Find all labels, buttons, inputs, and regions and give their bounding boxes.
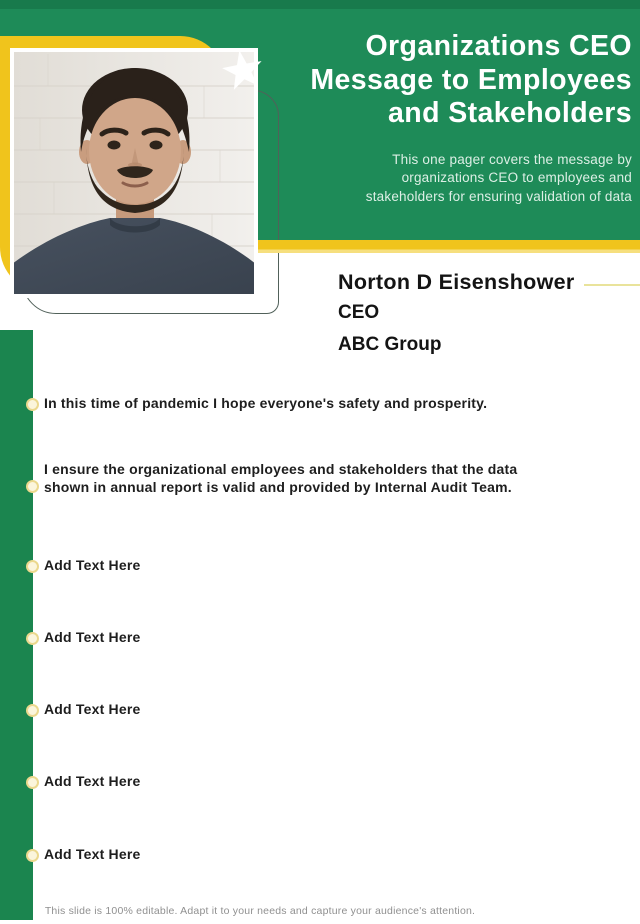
- bullet-row: [0, 701, 600, 719]
- footer-note: This slide is 100% editable. Adapt it to your needs and capture your audience's attention.: [44, 905, 476, 917]
- slide-title: Organizations CEO Message to Employees and Stakeholders: [310, 30, 632, 129]
- slide-subtitle: This one pager covers the message by organizations CEO to employees and stakeholders for ensuring validation of data: [365, 152, 632, 204]
- add-text-placeholder[interactable]: Add Text Here: [44, 773, 141, 789]
- bullet-dot-icon: [26, 560, 39, 573]
- bullet-dot-icon: [26, 849, 39, 862]
- bullet-row: [0, 773, 600, 791]
- bullet-dot-icon: [26, 398, 39, 411]
- bullet-row: [0, 395, 600, 413]
- add-text-placeholder[interactable]: Add Text Here: [44, 846, 141, 862]
- add-text-placeholder[interactable]: Add Text Here: [44, 701, 141, 717]
- add-text-placeholder[interactable]: Add Text Here: [44, 629, 141, 645]
- ceo-photo-card: [10, 48, 258, 298]
- bullet-row: [0, 846, 600, 864]
- bullet-dot-icon: [26, 480, 39, 493]
- bullet-row: [0, 629, 600, 647]
- left-accent-bar: [0, 330, 33, 920]
- ceo-portrait: [14, 52, 254, 294]
- profile-role: CEO: [338, 302, 380, 323]
- bullet-row: [0, 557, 600, 575]
- add-text-placeholder[interactable]: Add Text Here: [44, 557, 141, 573]
- header-bottom-yellow-strip: [213, 240, 640, 253]
- name-underline: [584, 284, 640, 286]
- profile-block: [338, 270, 575, 356]
- bullet-row: [0, 461, 600, 496]
- bullet-dot-icon: [26, 776, 39, 789]
- profile-company: ABC Group: [338, 334, 442, 355]
- header-top-stripe: [0, 0, 640, 9]
- profile-name: Norton D Eisenshower: [338, 270, 575, 294]
- bullet-text: In this time of pandemic I hope everyone's safety and prosperity.: [44, 395, 488, 411]
- bullet-dot-icon: [26, 632, 39, 645]
- bullet-text: I ensure the organizational employees and stakeholders that the data shown in annual report is valid and provided by Internal Audit Team.: [44, 461, 518, 495]
- bullet-dot-icon: [26, 704, 39, 717]
